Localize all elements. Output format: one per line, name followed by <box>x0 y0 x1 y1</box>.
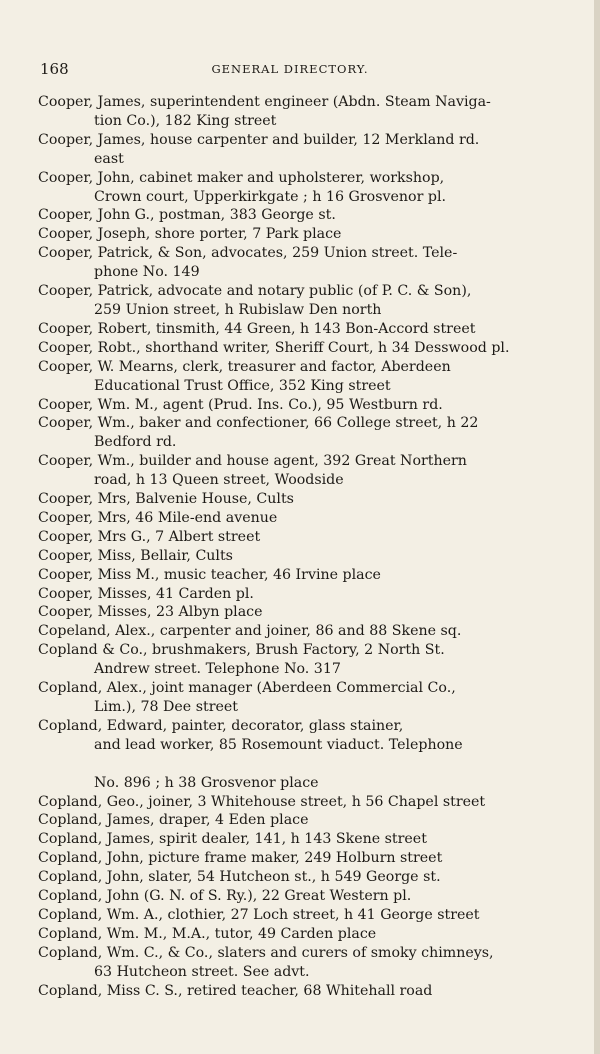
entry-line: Cooper, Joseph, shore porter, 7 Park place <box>38 226 342 243</box>
entry-line: Cooper, Wm. M., agent (Prud. Ins. Co.), 95 Westburn rd. <box>38 396 443 413</box>
entry-continuation: No. 896 ; h 38 Grosvenor place <box>94 774 319 791</box>
directory-entries <box>38 93 544 1001</box>
entry-line: Cooper, Patrick, advocate and notary public (of P. C. & Son), <box>38 283 472 300</box>
directory-entry <box>38 131 544 169</box>
entry-line: Copland, Wm. C., & Co., slaters and curers of smoky chimneys, <box>38 944 494 961</box>
entry-line: Copland, Geo., joiner, 3 Whitehouse street, h 56 Chapel street <box>38 793 486 810</box>
entry-line: Cooper, Mrs, 46 Mile-end avenue <box>38 509 278 526</box>
entry-continuation: 63 Hutcheon street. See advt. <box>94 963 310 980</box>
directory-entry <box>38 622 544 641</box>
entry-line: Copland, Miss C. S., retired teacher, 68 Whitehall road <box>38 982 433 999</box>
entry-line: Copland, James, spirit dealer, 141, h 143 Skene street <box>38 831 427 848</box>
entry-line: Copland, Wm. A., clothier, 27 Loch street, h 41 George street <box>38 906 480 923</box>
directory-entry <box>38 509 544 528</box>
entry-line: Copland, James, draper, 4 Eden place <box>38 812 309 829</box>
entry-continuation: tion Co.), 182 King street <box>94 112 277 129</box>
entry-line: Cooper, John G., postman, 383 George st. <box>38 207 336 224</box>
entry-line: Cooper, Robert, tinsmith, 44 Green, h 143 Bon-Accord street <box>38 320 476 337</box>
running-head: GENERAL DIRECTORY. <box>211 62 369 76</box>
entry-line: Cooper, Patrick, & Son, advocates, 259 Union street. Tele- <box>38 245 458 262</box>
entry-continuation: road, h 13 Queen street, Woodside <box>94 472 344 489</box>
page-number: 168 <box>40 60 69 78</box>
entry-continuation: Andrew street. Telephone No. 317 <box>94 661 341 678</box>
directory-entry <box>38 868 544 887</box>
page-header <box>40 60 540 82</box>
directory-entry <box>38 717 544 793</box>
entry-line: Cooper, Misses, 41 Carden pl. <box>38 585 254 602</box>
entry-line: Cooper, Wm., builder and house agent, 392 Great Northern <box>38 453 467 470</box>
directory-entry <box>38 849 544 868</box>
directory-entry <box>38 282 544 320</box>
entry-line: Copland & Co., brushmakers, Brush Factory, 2 North St. <box>38 642 445 659</box>
entry-line: Cooper, James, house carpenter and builder, 12 Merkland rd. <box>38 131 480 148</box>
directory-entry <box>38 944 544 982</box>
directory-entry <box>38 982 544 1001</box>
directory-entry <box>38 490 544 509</box>
page-edge <box>594 0 600 1054</box>
directory-entry <box>38 206 544 225</box>
directory-entry <box>38 679 544 717</box>
entry-line: Copland, Alex., joint manager (Aberdeen Commercial Co., <box>38 680 456 697</box>
directory-entry <box>38 320 544 339</box>
directory-entry <box>38 225 544 244</box>
directory-entry <box>38 452 544 490</box>
directory-entry <box>38 396 544 415</box>
entry-continuation: 259 Union street, h Rubislaw Den north <box>94 301 382 318</box>
entry-continuation: Educational Trust Office, 352 King street <box>94 377 391 394</box>
directory-entry <box>38 566 544 585</box>
directory-entry <box>38 925 544 944</box>
entry-continuation: and lead worker, 85 Rosemount viaduct. Telephone <box>94 736 463 753</box>
entry-line: Cooper, Robt., shorthand writer, Sheriff Court, h 34 Desswood pl. <box>38 339 510 356</box>
directory-entry <box>38 830 544 849</box>
entry-line: Cooper, John, cabinet maker and upholsterer, workshop, <box>38 169 445 186</box>
entry-line: Cooper, W. Mearns, clerk, treasurer and factor, Aberdeen <box>38 358 451 375</box>
directory-entry <box>38 358 544 396</box>
entry-continuation: Lim.), 78 Dee street <box>94 699 238 715</box>
directory-entry <box>38 414 544 452</box>
entry-line: Cooper, Miss M., music teacher, 46 Irvine place <box>38 566 381 583</box>
entry-line: Cooper, Mrs G., 7 Albert street <box>38 528 261 545</box>
entry-line: Copland, Edward, painter, decorator, glass stainer, <box>38 717 404 734</box>
entry-line: Copland, John, slater, 54 Hutcheon st., h 549 George st. <box>38 869 441 886</box>
directory-entry <box>38 641 544 679</box>
directory-entry <box>38 793 544 812</box>
entry-line: Copland, Wm. M., M.A., tutor, 49 Carden place <box>38 925 377 942</box>
directory-entry <box>38 887 544 906</box>
directory-entry <box>38 339 544 358</box>
directory-entry <box>38 585 544 604</box>
entry-line: Cooper, Miss, Bellair, Cults <box>38 547 233 564</box>
directory-entry <box>38 811 544 830</box>
entry-line: Cooper, Misses, 23 Albyn place <box>38 604 263 621</box>
entry-continuation: Bedford rd. <box>94 434 177 451</box>
entry-line: Cooper, James, superintendent engineer (Abdn. Steam Naviga- <box>38 94 491 110</box>
directory-entry <box>38 169 544 207</box>
entry-line: Cooper, Mrs, Balvenie House, Cults <box>38 491 294 508</box>
entry-continuation: east <box>94 150 124 167</box>
entry-line: Cooper, Wm., baker and confectioner, 66 College street, h 22 <box>38 415 479 432</box>
directory-entry <box>38 528 544 547</box>
entry-continuation: Crown court, Upperkirkgate ; h 16 Grosvenor pl. <box>94 188 447 205</box>
directory-entry <box>38 93 544 131</box>
directory-entry <box>38 906 544 925</box>
directory-entry <box>38 547 544 566</box>
entry-continuation: phone No. 149 <box>94 264 200 281</box>
entry-line: Copland, John, picture frame maker, 249 Holburn street <box>38 850 443 867</box>
entry-line: Copeland, Alex., carpenter and joiner, 86 and 88 Skene sq. <box>38 623 462 640</box>
directory-entry <box>38 603 544 622</box>
entry-line: Copland, John (G. N. of S. Ry.), 22 Great Western pl. <box>38 888 412 905</box>
directory-entry <box>38 244 544 282</box>
